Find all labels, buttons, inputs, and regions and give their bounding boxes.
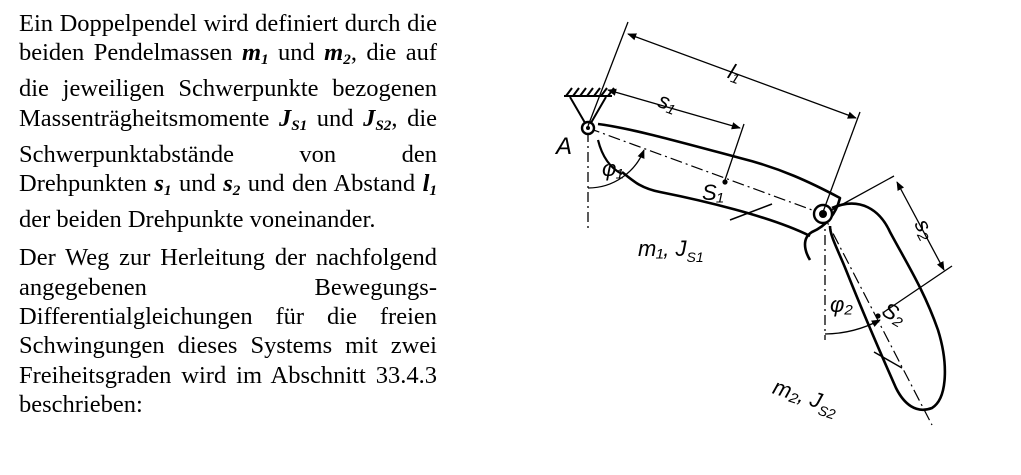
text-run: und (171, 170, 224, 198)
label-l1: l₁ (724, 58, 745, 87)
double-pendulum-figure (540, 0, 1021, 475)
label-m2-js2: m₂, $J_{S2}$ (769, 374, 838, 423)
paragraph-derivation: Der Weg zur Herleitung der nachfolgend angegebenen Bewegungs-Differentialgleichungen für die freien Schwingungen dieses Systems mit zwei Freiheitsgraden wird im Abschnitt 33.4.3 beschrieben: (19, 244, 437, 418)
label-phi2: φ₂ (830, 292, 853, 317)
text-run: und (307, 104, 364, 132)
label-A: A (556, 133, 573, 160)
label-phi1: φ₁ (602, 156, 624, 181)
paragraph-definition (19, 9, 437, 234)
var-m2: $m_2$ (324, 39, 351, 69)
vertical-reference-lines (588, 132, 825, 340)
text-run: Ein Doppelpendel wird definiert durch die beiden Pendelmassen (19, 10, 437, 67)
text-run: und (268, 39, 325, 67)
var-s2: $s_2$ (223, 170, 241, 199)
text-column (19, 9, 437, 419)
pivot-B (814, 205, 832, 223)
text-run: und den Abstand (240, 170, 423, 198)
label-s1: s₁ (654, 87, 681, 118)
label-S2: S₂ (877, 296, 911, 331)
label-s2: s₂ (909, 214, 941, 244)
text-run: , die Schwerpunktabstände von den Drehpunkten (19, 104, 437, 198)
var-m1: $m_1$ (241, 39, 269, 69)
pendulum-diagram (540, 0, 1021, 475)
var-s1: $s_1$ (154, 170, 172, 199)
label-m1-js1: m₁, $J_{S1}$ (638, 236, 704, 265)
label-S1: S₁ (702, 180, 724, 205)
var-js2: $J_{S2}$ (363, 104, 392, 134)
text-run: , die auf die jeweiligen Schwerpunkte bezogenen Massenträgheitsmomente (19, 39, 437, 132)
var-l1: $l_1$ (422, 170, 437, 199)
pivot-A (582, 122, 594, 134)
centerline-link-2 (823, 214, 932, 425)
var-js1: $J_{S1}$ (278, 104, 308, 134)
text-run: der beiden Drehpunkte voneinander. (19, 206, 376, 234)
